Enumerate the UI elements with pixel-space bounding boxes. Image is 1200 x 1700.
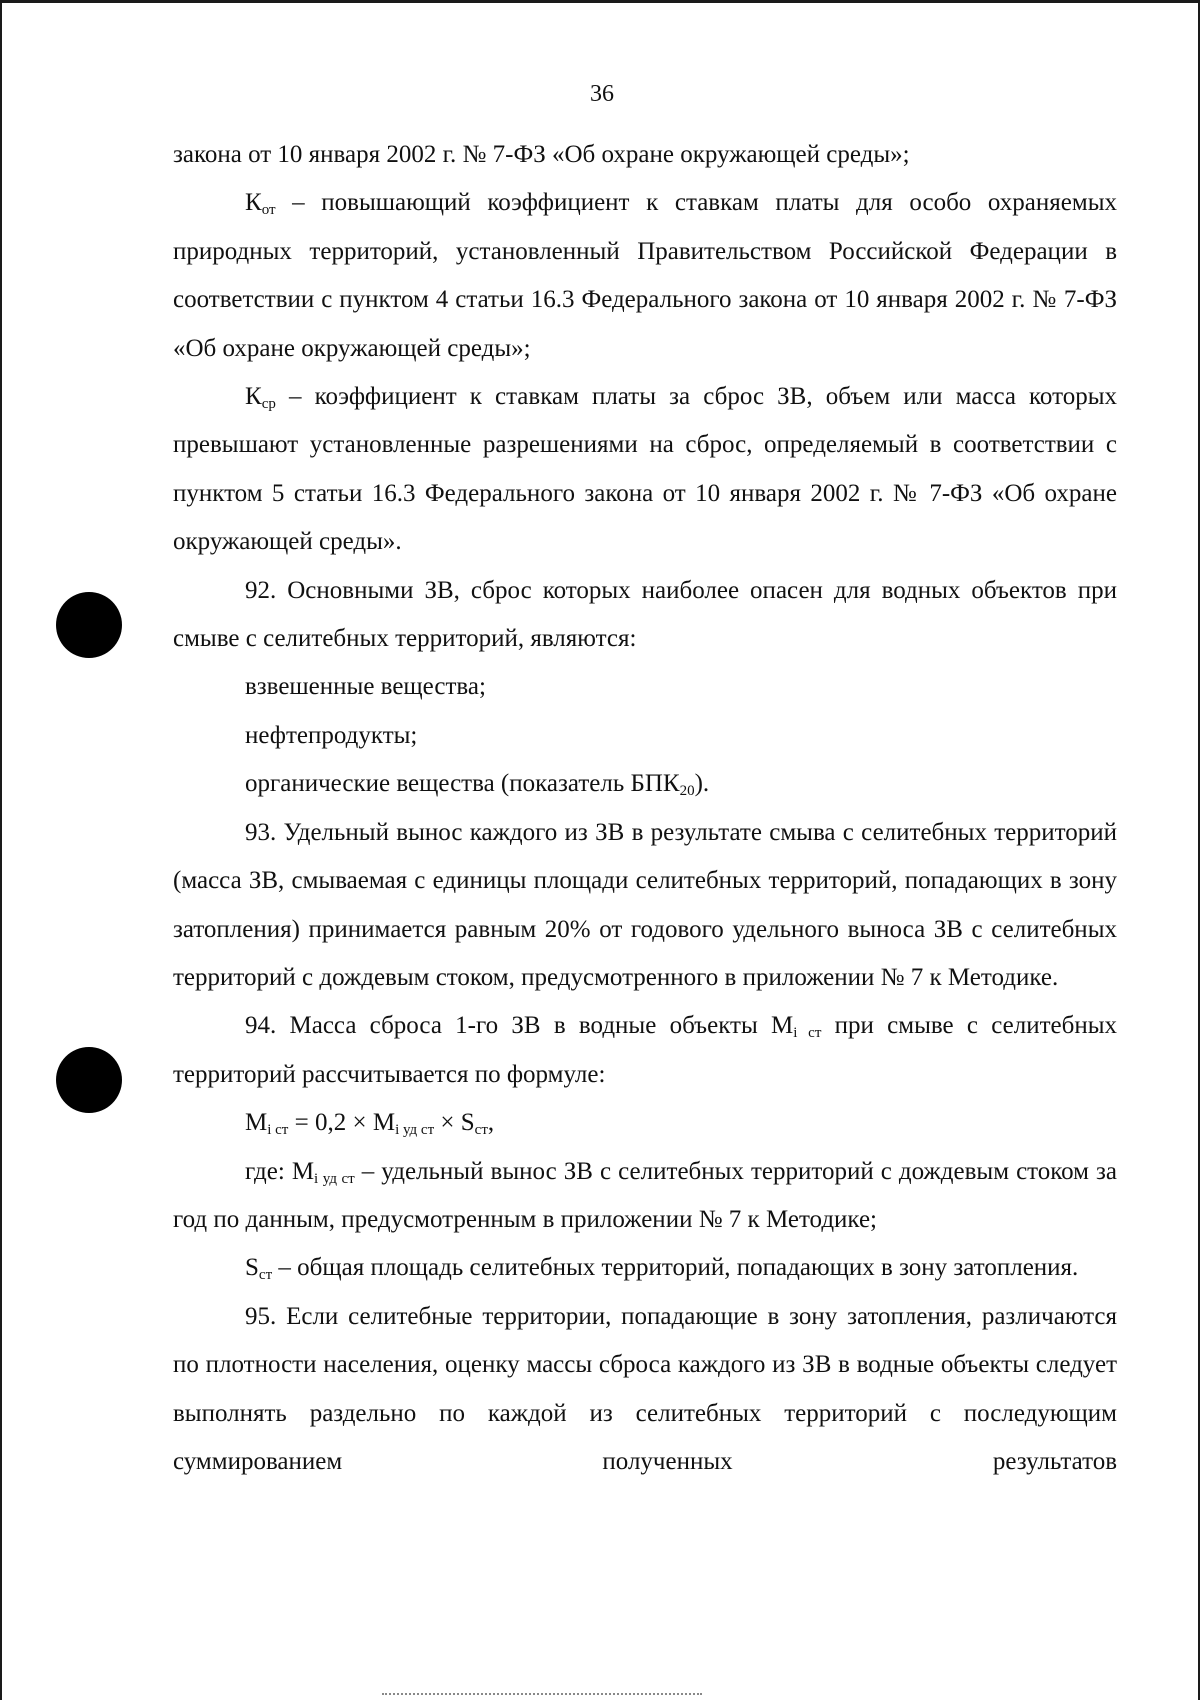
paragraph-formula-where: где: $M_{i уд ст}$ – удельный вынос ЗВ с селитебных территорий с дождевым стоком за год по данным, предусмотренным в приложении № 7 к Методике; [173,1157,1117,1233]
paragraph-93: 93. Удельный вынос каждого из ЗВ в результате смыва с селитебных территорий (масса ЗВ, смываемая с единицы площади селитебных территорий, попадающих в зону затопления) принимается равным 20% от годового удельного выноса ЗВ с селитебных территорий с дождевым стоком, предусмотренного в приложении № 7 к Методике. [173,818,1117,991]
paragraph-94: 94. Масса сброса 1-го ЗВ в водные объекты $M_{i ст}$ при смыве с селитебных территорий рассчитывается по формуле: [173,1012,1117,1088]
page-number: 36 [590,81,614,107]
scan-artifact-line [382,1693,702,1698]
list-item-oil-products: нефтепродукты; [245,721,418,749]
formula: $M_{i ст} = 0,2 \times M_{i уд ст} \times S_{ст}$, [245,1109,495,1139]
paragraph-kot-definition: $К_{от}$ – повышающий коэффициент к ставкам платы для особо охраняемых природных территорий, установленный Правительством Российской Федерации в соответствии с пунктом 4 статьи 16.3 Федерального закона от 10 января 2002 г. № 7-ФЗ «Об охране окружающей среды»; [173,189,1117,362]
paragraph-92: 92. Основными ЗВ, сброс которых наиболее опасен для водных объектов при смыве с селитебных территорий, являются: [173,576,1117,653]
paragraph-sst-definition: $S_{ст}$ – общая площадь селитебных территорий, попадающих в зону затопления. [245,1254,1079,1284]
list-item-organic-substances: органические вещества (показатель $БПК_{20}$). [245,770,710,800]
symbol-subscript: ср [261,396,276,413]
punch-hole-top [56,592,122,658]
symbol-k: К [245,383,262,411]
punch-hole-bottom [56,1047,122,1113]
symbol-subscript: от [261,202,276,219]
symbol-k: К [245,189,262,217]
paragraph-ksr-definition: $К_{ср}$ – коэффициент к ставкам платы за сброс ЗВ, объем или масса которых превышают установленные разрешениями на сброс, определяемый в соответствии с пунктом 5 статьи 16.3 Федерального закона от 10 января 2002 г. № 7-ФЗ «Об охране окружающей среды». [173,383,1117,556]
paragraph-95: 95. Если селитебные территории, попадающие в зону затопления, различаются по плотности населения, оценку массы сброса каждого из ЗВ в водные объекты следует выполнять раздельно по каждой из селитебных территорий с последующим суммированием полученных результатов [173,1302,1117,1475]
paragraph-law-reference: закона от 10 января 2002 г. № 7-ФЗ «Об охране окружающей среды»; [173,141,910,168]
list-item-suspended-solids: взвешенные вещества; [245,673,486,701]
document-body [173,131,1117,1486]
